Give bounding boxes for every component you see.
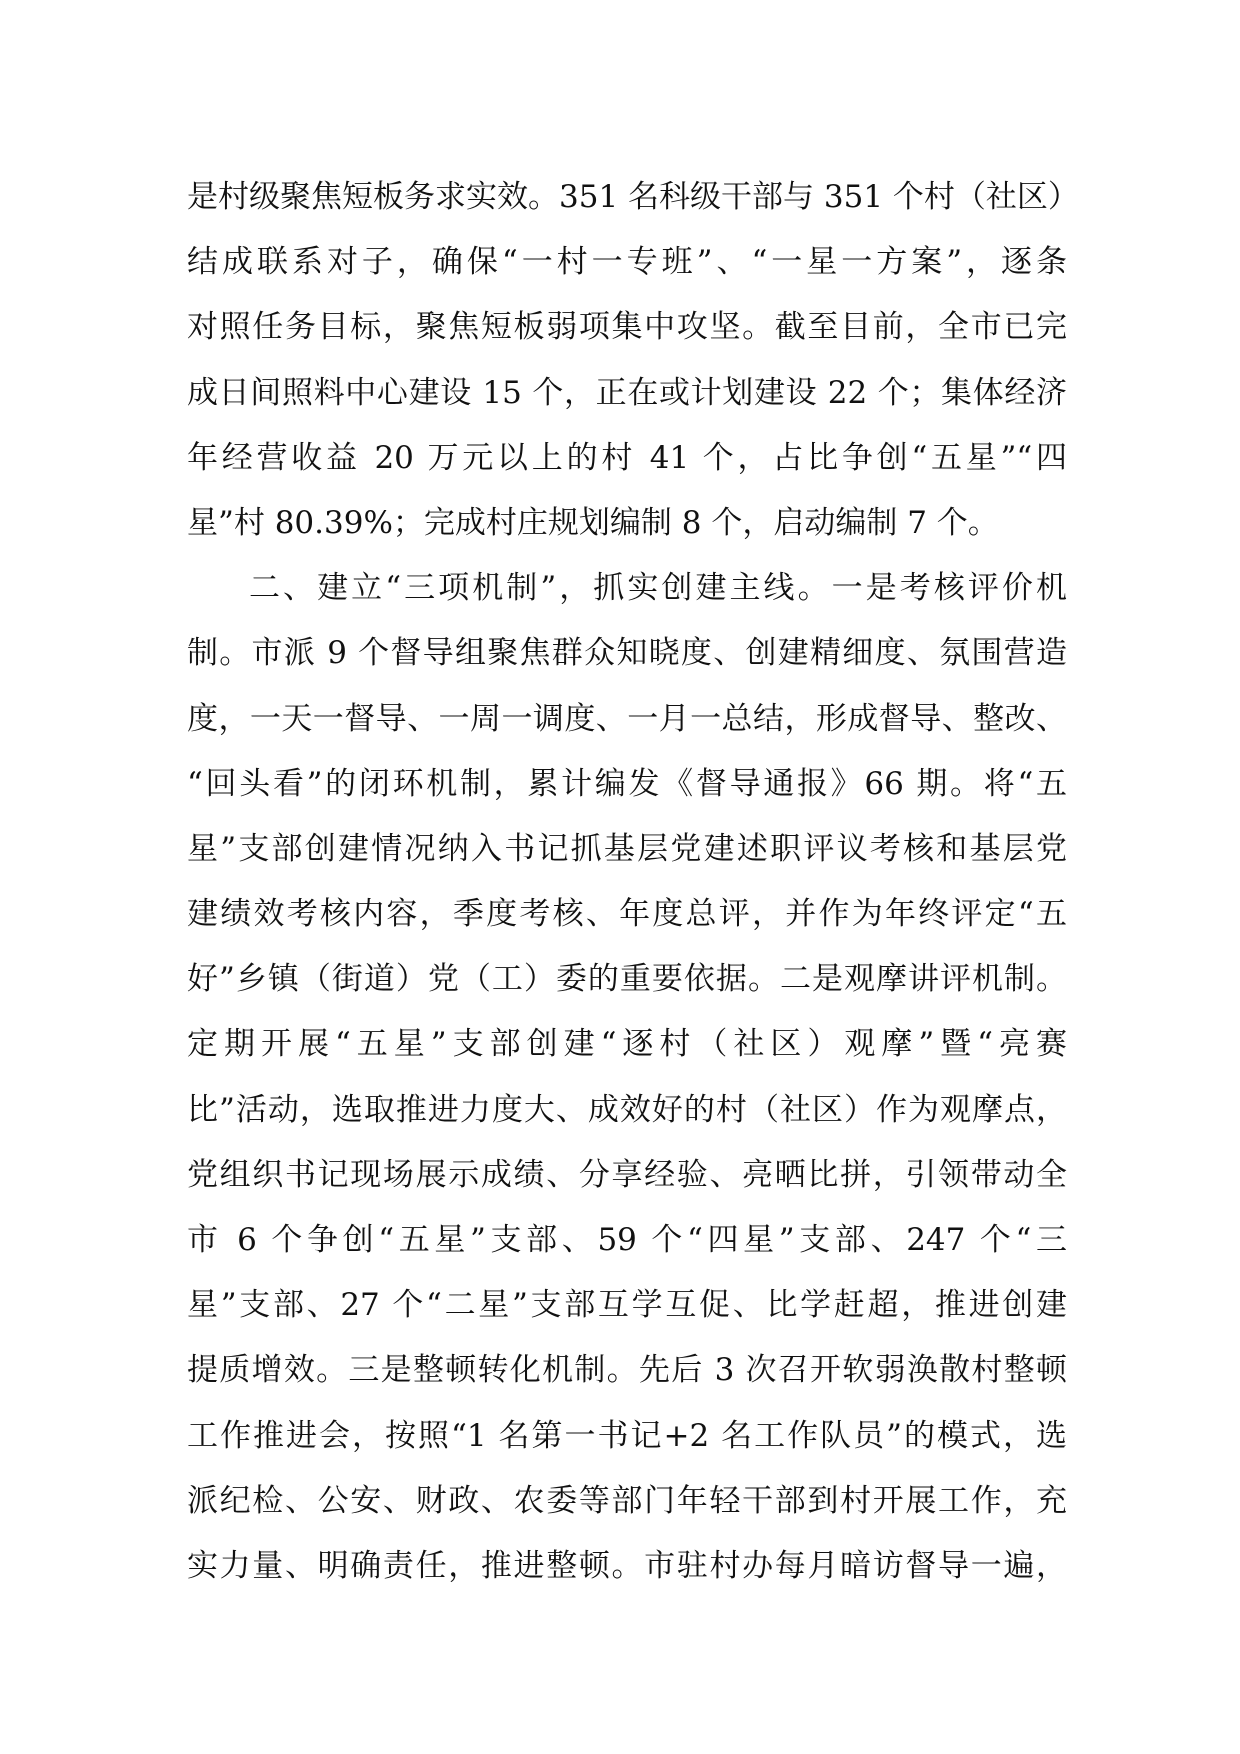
text-line: 制。市派 9 个督导组聚焦群众知晓度、创建精细度、氛围营造 <box>187 635 1067 672</box>
text-line: 派纪检、公安、财政、农委等部门年轻干部到村开展工作，充 <box>187 1482 1067 1519</box>
text-line: 成日间照料中心建设 15 个，正在或计划建设 22 个；集体经济 <box>187 374 1067 411</box>
text-line: “回头看”的闭环机制，累计编发《督导通报》66 期。将“五 <box>187 765 1067 802</box>
text-line: 提质增效。三是整顿转化机制。先后 3 次召开软弱涣散村整顿 <box>187 1352 1067 1389</box>
text-line: 市 6 个争创“五星”支部、59 个“四星”支部、247 个“三 <box>187 1222 1067 1258</box>
text-line: 建绩效考核内容，季度考核、年度总评，并作为年终评定“五 <box>187 896 1067 933</box>
text-line: 度，一天一督导、一周一调度、一月一总结，形成督导、整改、 <box>187 700 1067 737</box>
text-line: 星”支部创建情况纳入书记抓基层党建述职评议考核和基层党 <box>187 830 1067 867</box>
body-text <box>187 165 1079 1599</box>
text-line: 结成联系对子，确保“一村一专班”、“一星一方案”，逐条 <box>187 244 1067 281</box>
text-line: 比”活动，选取推进力度大、成效好的村（社区）作为观摩点， <box>187 1091 1067 1128</box>
text-line: 工作推进会，按照“1 名第一书记+2 名工作队员”的模式，选 <box>187 1417 1067 1454</box>
text-line: 是村级聚焦短板务求实效。351 名科级干部与 351 个村（社区） <box>187 179 1079 215</box>
section-heading-line: 二、建立“三项机制”，抓实创建主线。一是考核评价机 <box>249 570 1067 607</box>
text-line: 星”村 80.39%；完成村庄规划编制 8 个，启动编制 7 个。 <box>187 504 999 541</box>
text-line: 好”乡镇（街道）党（工）委的重要依据。二是观摩讲评机制。 <box>187 961 1067 998</box>
text-line: 党组织书记现场展示成绩、分享经验、亮晒比拼，引领带动全 <box>187 1156 1067 1193</box>
text-line: 星”支部、27 个“二星”支部互学互促、比学赶超，推进创建 <box>187 1287 1067 1324</box>
text-line: 年经营收益 20 万元以上的村 41 个，占比争创“五星”“四 <box>187 439 1067 476</box>
text-line: 实力量、明确责任，推进整顿。市驻村办每月暗访督导一遍， <box>187 1547 1067 1584</box>
text-line: 定期开展“五星”支部创建“逐村（社区）观摩”暨“亮赛 <box>187 1026 1067 1063</box>
text-line: 对照任务目标，聚焦短板弱项集中攻坚。截至目前，全市已完 <box>187 309 1067 346</box>
